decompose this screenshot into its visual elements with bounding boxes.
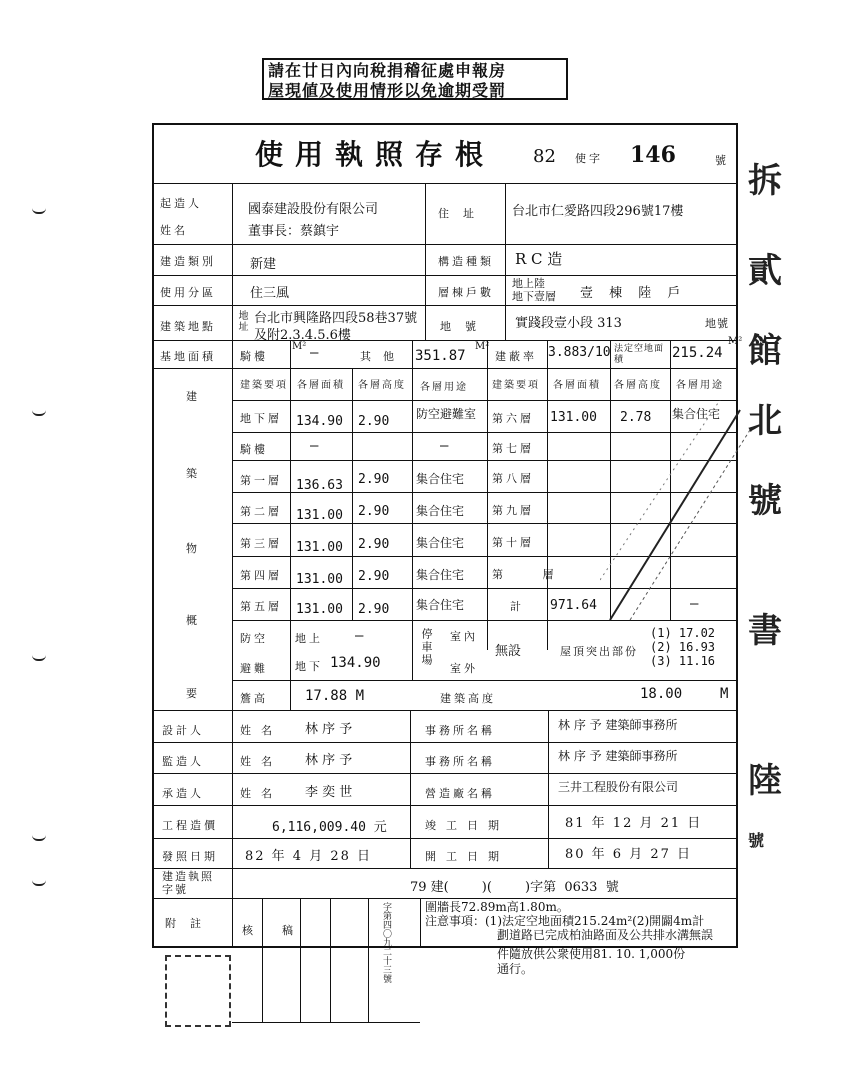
rule — [152, 305, 738, 306]
roof-label: 屋頂突出部份 — [560, 645, 638, 658]
side-char: 北 — [748, 401, 782, 441]
floor-area: 131.00 — [296, 602, 343, 617]
contractor-label: 承造人 — [162, 787, 204, 800]
floor-area: 131.00 — [296, 572, 343, 587]
floor-label: 第三層 — [240, 537, 282, 550]
floor-area: 136.63 — [296, 478, 343, 493]
building-height-label: 建築高度 — [440, 692, 496, 705]
issue-date: 82 年 4 月 28 日 — [245, 849, 373, 864]
floor-height: 2.90 — [358, 602, 390, 617]
location-label: 建築地點 — [160, 320, 216, 333]
parking-indoor: 室內 — [450, 630, 478, 643]
open-space-label: 法定空地面積 — [614, 344, 665, 365]
rule — [152, 805, 738, 806]
name-label: 姓名 — [240, 787, 282, 800]
firm-label: 營造廠名稱 — [425, 787, 495, 800]
build-type-label: 建造類別 — [160, 255, 216, 268]
rule — [152, 838, 738, 839]
location-addr2: 及附2.3.4.5.6樓 — [254, 328, 351, 343]
floor-label: 第 層 — [492, 568, 572, 581]
rule — [152, 244, 738, 245]
side-char: 書 — [748, 611, 782, 651]
name-label: 姓名 — [160, 224, 188, 237]
building-side-label: 物 — [186, 542, 200, 555]
eave-label: 簷高 — [240, 692, 268, 705]
col-header: 各層面積 — [553, 380, 601, 391]
rule — [547, 340, 548, 650]
structure-value: R C 造 — [515, 250, 563, 268]
floor-label: 第七層 — [492, 442, 534, 455]
stamp-text: 字第四〇九二十三號 — [381, 902, 391, 983]
floor-label: 騎樓 — [240, 443, 268, 456]
supervisor-name: 林 序 予 — [305, 753, 353, 768]
floor-use: 防空避難室 — [416, 407, 477, 421]
arcade-label: 騎樓 — [240, 350, 268, 363]
name-label: 姓名 — [240, 724, 282, 737]
units-line2: 地下壹層 — [512, 290, 556, 303]
rule — [330, 898, 331, 1023]
applicant-rep: 董事長：蔡鎮宇 — [248, 224, 340, 239]
zone-label: 使用分區 — [160, 286, 216, 299]
coverage-label: 建蔽率 — [495, 350, 537, 363]
open-space-value: 215.24 — [672, 345, 723, 361]
col-header: 各層高度 — [358, 380, 406, 391]
floor-label: 計 — [510, 600, 524, 613]
rule — [487, 340, 488, 650]
coverage-value: 3.883/10 — [548, 345, 611, 360]
unit-m2: M² — [728, 336, 743, 347]
rule — [410, 710, 411, 868]
floor-label: 第八層 — [492, 472, 534, 485]
permit-label: 建造執照字號 — [162, 870, 214, 896]
margin-mark — [32, 410, 46, 416]
building-side-label: 建 — [186, 390, 200, 403]
notes-line5: 通行。 — [497, 962, 534, 976]
floor-label: 第二層 — [240, 505, 282, 518]
margin-mark — [32, 208, 46, 214]
rule — [232, 1022, 420, 1023]
floor-area: 131.00 — [550, 410, 597, 425]
address-label: 住址 — [438, 207, 488, 220]
roof-2: (2) 16.93 — [650, 640, 716, 654]
rule — [232, 680, 738, 681]
rule — [505, 183, 506, 340]
hao-label: 號 — [715, 154, 729, 167]
floor-height: 2.90 — [358, 569, 390, 584]
applicant-address: 台北市仁愛路四段296號17樓 — [512, 204, 684, 219]
designer-label: 設計人 — [162, 724, 204, 737]
floor-height: 2.90 — [358, 504, 390, 519]
shelter-label: 避難 — [240, 662, 268, 675]
side-char: 館 — [748, 331, 782, 371]
floor-label: 第五層 — [240, 600, 282, 613]
contractor-firm: 三井工程股份有限公司 — [558, 780, 679, 794]
rule — [152, 368, 738, 369]
issue-label: 發照日期 — [162, 850, 218, 863]
lot-value: 實踐段壹小段 313 — [515, 316, 622, 331]
floor-height: 2.78 — [620, 410, 652, 425]
below-ground-label: 地下 — [295, 660, 323, 673]
total-area: 971.64 — [550, 598, 597, 613]
floor-label: 第六層 — [492, 412, 534, 425]
floor-label: 地下層 — [240, 412, 282, 425]
units-line1: 地上陸 — [512, 277, 545, 290]
floor-use: 集合住宅 — [416, 536, 465, 550]
permit-year: 82 — [533, 146, 556, 167]
notes-line1: 圍牆長72.89m高1.80m。 — [425, 900, 569, 914]
permit-value: 79 建( )( )字第 0633 號 — [410, 880, 619, 895]
other-label: 其他 — [360, 350, 406, 363]
col-header: 各層用途 — [420, 382, 468, 393]
rule — [262, 898, 263, 1023]
rule — [368, 898, 369, 1023]
rule — [152, 742, 738, 743]
other-value: 351.87 — [415, 348, 466, 364]
building-height-unit: M — [720, 686, 729, 702]
rule — [152, 773, 738, 774]
draft-col: 稿 — [282, 924, 296, 937]
diagonal-stamp-mark — [600, 400, 750, 630]
col-header: 各層高度 — [614, 380, 662, 391]
parking-value: 無設 — [495, 644, 522, 659]
cost-value: 6,116,009.40 元 — [272, 820, 387, 835]
supervisor-office: 林 序 予 建築師事務所 — [558, 749, 678, 763]
shelter-label: 防空 — [240, 632, 268, 645]
parking-label: 停車場 — [420, 628, 433, 667]
location-addr-label: 地址 — [236, 310, 247, 332]
col-header: 建築要項 — [240, 380, 288, 391]
start-label: 開工日期 — [425, 850, 509, 863]
rule — [152, 710, 738, 711]
floor-height: 2.90 — [358, 537, 390, 552]
location-addr1: 台北市興隆路四段58巷37號 — [254, 311, 418, 326]
floor-label: 第一層 — [240, 474, 282, 487]
rule — [152, 183, 738, 184]
supervisor-label: 監造人 — [162, 755, 204, 768]
structure-label: 構造種類 — [438, 255, 494, 268]
side-char: 陸 — [748, 761, 782, 801]
rule — [152, 340, 738, 341]
building-side-label: 概 — [186, 614, 200, 627]
remarks-label: 附註 — [165, 917, 215, 930]
margin-mark — [32, 880, 46, 886]
floor-label: 第九層 — [492, 504, 534, 517]
form-title: 使用執照存根 — [255, 138, 496, 171]
floor-height: 2.90 — [358, 414, 390, 429]
rule — [232, 183, 233, 948]
permit-number: 146 — [630, 142, 676, 168]
above-ground-label: 地上 — [295, 632, 323, 645]
applicant-label: 起造人 — [160, 197, 202, 210]
units-tail: 壹 棟 陸 戶 — [580, 286, 687, 301]
above-ground-value: — — [355, 628, 364, 644]
applicant-company: 國泰建設股份有限公司 — [248, 202, 379, 217]
build-type-value: 新建 — [250, 257, 277, 272]
rule — [425, 183, 426, 340]
unit-m2: M² — [292, 341, 307, 352]
lot-label: 地號 — [440, 320, 490, 333]
roof-1: (1) 17.02 — [650, 626, 716, 640]
site-area-label: 基地面積 — [160, 350, 216, 363]
building-side-label: 築 — [186, 467, 200, 480]
notes-line4: 件隨放供公衆使用81. 10. 1,000份 — [497, 947, 686, 961]
margin-mark — [32, 655, 46, 661]
floor-use: 集合住宅 — [416, 598, 465, 612]
notice-line2: 屋現値及使用情形以免逾期受罰 — [268, 81, 507, 100]
office-label: 事務所名稱 — [425, 755, 495, 768]
total-use: — — [690, 596, 699, 612]
side-char: 貳 — [748, 251, 782, 291]
arcade-value: — — [310, 345, 319, 361]
rule — [152, 275, 738, 276]
floor-use: 集合住宅 — [672, 407, 721, 421]
floor-area: 131.00 — [296, 540, 343, 555]
floor-use: 集合住宅 — [416, 568, 465, 582]
unit-m2: M² — [475, 341, 490, 352]
notice-box — [262, 58, 568, 100]
name-label: 姓名 — [240, 755, 282, 768]
floor-use: — — [440, 438, 449, 454]
seal-stamp — [165, 955, 231, 1027]
designer-name: 林 序 予 — [305, 722, 353, 737]
side-char: 號 — [748, 831, 765, 850]
notes-line3: 劃道路已完成柏油路面及公共排水溝無誤 — [497, 928, 714, 942]
floor-area: 134.90 — [296, 414, 343, 429]
side-char: 拆 — [748, 161, 782, 201]
zi-label: 使字 — [575, 152, 603, 165]
side-char: 號 — [748, 481, 782, 521]
parking-outdoor: 室外 — [450, 662, 478, 675]
roof-3: (3) 11.16 — [650, 654, 716, 668]
floor-use: 集合住宅 — [416, 472, 465, 486]
units-label: 層棟戶數 — [438, 286, 494, 299]
rule — [412, 340, 413, 680]
floor-height: 2.90 — [358, 472, 390, 487]
building-height-value: 18.00 — [640, 686, 683, 702]
contractor-name: 李 奕 世 — [305, 785, 353, 800]
building-side-label: 要 — [186, 687, 200, 700]
review-col: 核 — [242, 924, 256, 937]
rule — [290, 340, 291, 710]
rule — [420, 898, 421, 948]
lot-tail: 地號 — [705, 317, 729, 330]
notes-line2: 注意事項：(1)法定空地面積215.24m²(2)開闢4m計 — [425, 914, 705, 928]
col-header: 各層面積 — [297, 380, 345, 391]
notice-line1: 請在廿日內向稅捐稽征處申報房 — [268, 61, 507, 80]
margin-mark — [32, 835, 46, 841]
floor-label: 第四層 — [240, 569, 282, 582]
zone-value: 住三風 — [250, 286, 290, 301]
col-header: 各層用途 — [676, 380, 724, 391]
rule — [548, 710, 549, 868]
designer-office: 林 序 予 建築師事務所 — [558, 718, 678, 732]
col-header: 建築要項 — [492, 380, 540, 391]
floor-use: 集合住宅 — [416, 504, 465, 518]
floor-label: 第十層 — [492, 536, 534, 549]
start-date: 80 年 6 月 27 日 — [565, 847, 693, 862]
rule — [352, 368, 353, 620]
cost-label: 工程造價 — [162, 819, 218, 832]
floor-area: 131.00 — [296, 508, 343, 523]
completion-label: 竣工日期 — [425, 819, 509, 832]
below-ground-value: 134.90 — [330, 655, 381, 671]
rule — [152, 868, 738, 869]
rule — [300, 898, 301, 1023]
eave-value: 17.88 M — [305, 688, 365, 704]
office-label: 事務所名稱 — [425, 724, 495, 737]
floor-area: — — [310, 438, 319, 454]
completion-date: 81 年 12 月 21 日 — [565, 816, 703, 831]
